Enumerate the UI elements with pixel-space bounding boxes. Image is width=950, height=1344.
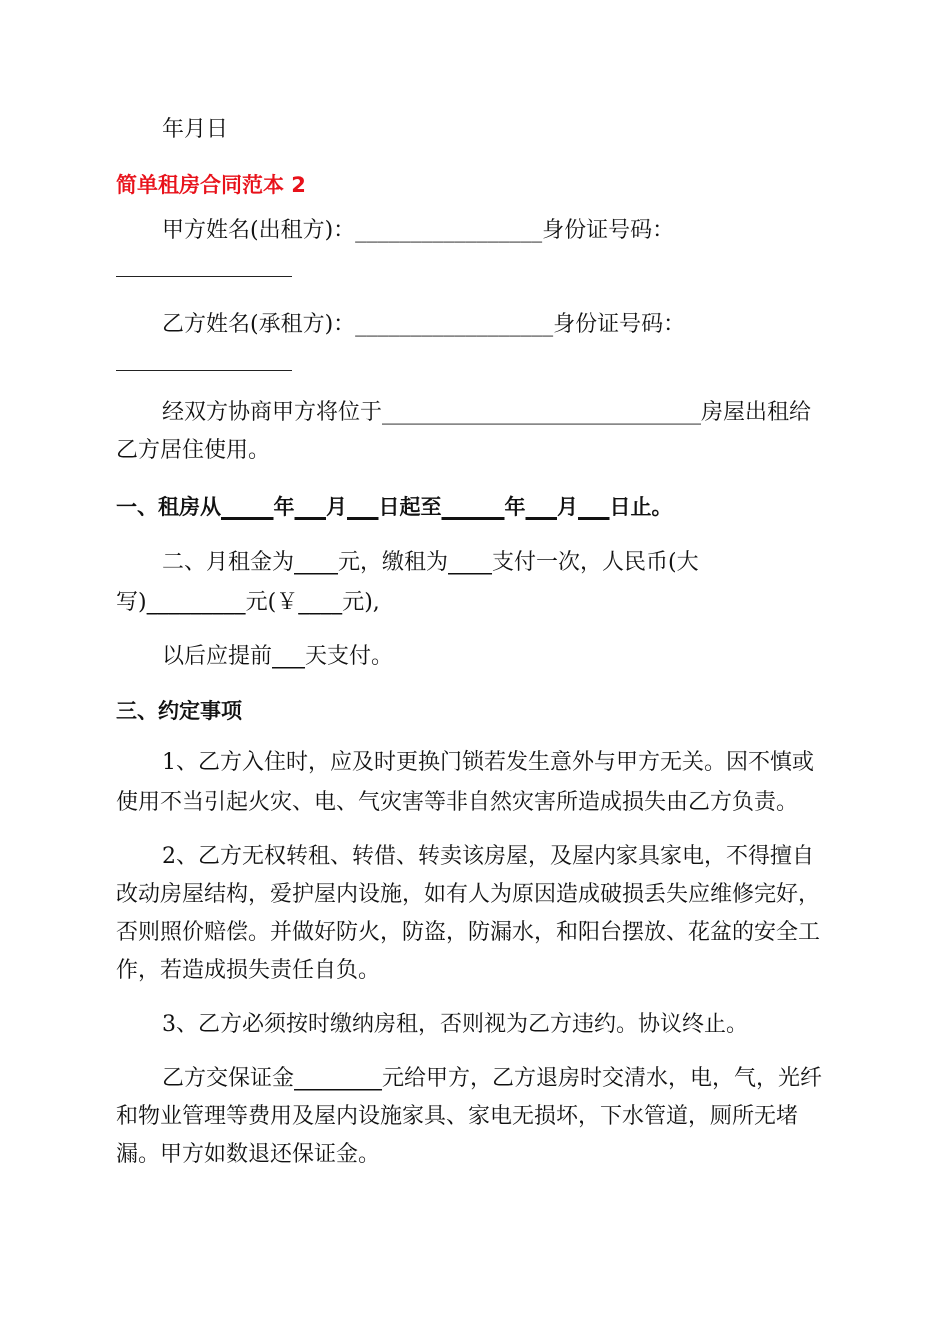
rent-amount-blank: ____ xyxy=(294,550,339,575)
clause-1-line-1: 1、乙方入住时，应及时更换门锁若发生意外与甲方无关。因不慎或 xyxy=(162,750,814,775)
clause-2-line-4: 作，若造成损失责任自负。 xyxy=(116,958,381,983)
deposit-line-1 xyxy=(162,1064,822,1094)
deposit-line-2: 和物业管理等费用及屋内设施家具、家电无损坏，下水管道，厕所无堵 xyxy=(116,1104,799,1129)
advance-text-1: 以后应提前 xyxy=(162,644,273,669)
clause-3-line-1: 3、乙方必须按时缴纳房租，否则视为乙方违约。协议终止。 xyxy=(162,1012,748,1037)
term-blank-start-month: ___ xyxy=(294,495,326,519)
term-text-4: 日起至 xyxy=(378,495,442,519)
term-line xyxy=(116,492,673,522)
term-text-5: 年 xyxy=(504,495,526,519)
party-a-id-blank xyxy=(116,276,292,277)
advance-text-2: 天支付。 xyxy=(305,644,394,669)
rent-text-2: 元，缴租为 xyxy=(338,550,449,575)
advance-days-blank: ___ xyxy=(272,644,306,669)
date-line: 年月日 xyxy=(162,117,229,142)
rent-text-5: 元(￥ xyxy=(245,590,299,615)
location-prefix: 经双方协商甲方将位于 xyxy=(162,400,383,425)
rent-period-blank: ____ xyxy=(448,550,493,575)
term-text-6: 月 xyxy=(557,495,578,519)
location-suffix: 房屋出租给 xyxy=(701,400,812,425)
location-blank: _____________________________ xyxy=(382,400,702,425)
term-blank-end-month: ___ xyxy=(525,495,557,519)
term-text-2: 年 xyxy=(273,495,295,519)
rent-line-2 xyxy=(116,588,380,618)
location-line-2: 乙方居住使用。 xyxy=(116,438,271,463)
rent-capital-blank: _________ xyxy=(146,590,246,615)
rent-yuan-blank: ____ xyxy=(298,590,343,615)
clause-2-line-2: 改动房屋结构，爱护屋内设施，如有人为原因造成破损丢失应维修完好， xyxy=(116,882,821,907)
term-blank-end-year: ______ xyxy=(441,495,505,519)
party-b-id-label: 身份证号码： xyxy=(553,312,686,337)
deposit-amount-blank: ________ xyxy=(294,1066,383,1091)
terms-heading: 三、约定事项 xyxy=(116,699,242,723)
clause-2-line-3: 否则照价赔偿。并做好防火，防盗，防漏水，和阳台摆放、花盆的安全工 xyxy=(116,920,821,945)
party-b-id-blank xyxy=(116,370,292,371)
party-a-name-blank: _________________ xyxy=(355,218,543,243)
rent-text-1: 二、月租金为 xyxy=(162,550,295,575)
party-b-name-blank: __________________ xyxy=(355,312,554,337)
term-text-7: 日止。 xyxy=(609,495,673,519)
rent-line-1 xyxy=(162,548,699,578)
rent-text-6: 元), xyxy=(342,590,380,615)
clause-1-line-2: 使用不当引起火灾、电、气灾害等非自然灾害所造成损失由乙方负责。 xyxy=(116,790,799,815)
party-b-label: 乙方姓名(承租方)： xyxy=(162,312,356,337)
party-a-id-label: 身份证号码： xyxy=(542,218,675,243)
deposit-text-2: 元给甲方，乙方退房时交清水，电，气，光纤 xyxy=(382,1066,823,1091)
deposit-text-1: 乙方交保证金 xyxy=(162,1066,295,1091)
advance-line xyxy=(162,642,393,672)
section-title: 简单租房合同范本 2 xyxy=(116,173,306,197)
term-blank-start-day: ___ xyxy=(347,495,379,519)
deposit-line-3: 漏。甲方如数退还保证金。 xyxy=(116,1142,381,1167)
rent-text-3: 支付一次，人民币(大 xyxy=(492,550,699,575)
term-blank-end-day: ___ xyxy=(578,495,610,519)
location-line-1 xyxy=(162,398,811,428)
term-text-1: 一、租房从 xyxy=(116,495,221,519)
rent-text-4: 写) xyxy=(116,590,147,615)
term-text-3: 月 xyxy=(326,495,347,519)
party-a-line xyxy=(162,216,674,246)
party-b-line xyxy=(162,310,685,340)
party-a-label: 甲方姓名(出租方)： xyxy=(162,218,356,243)
term-blank-start-year: _____ xyxy=(221,495,274,519)
clause-2-line-1: 2、乙方无权转租、转借、转卖该房屋，及屋内家具家电，不得擅自 xyxy=(162,844,814,869)
